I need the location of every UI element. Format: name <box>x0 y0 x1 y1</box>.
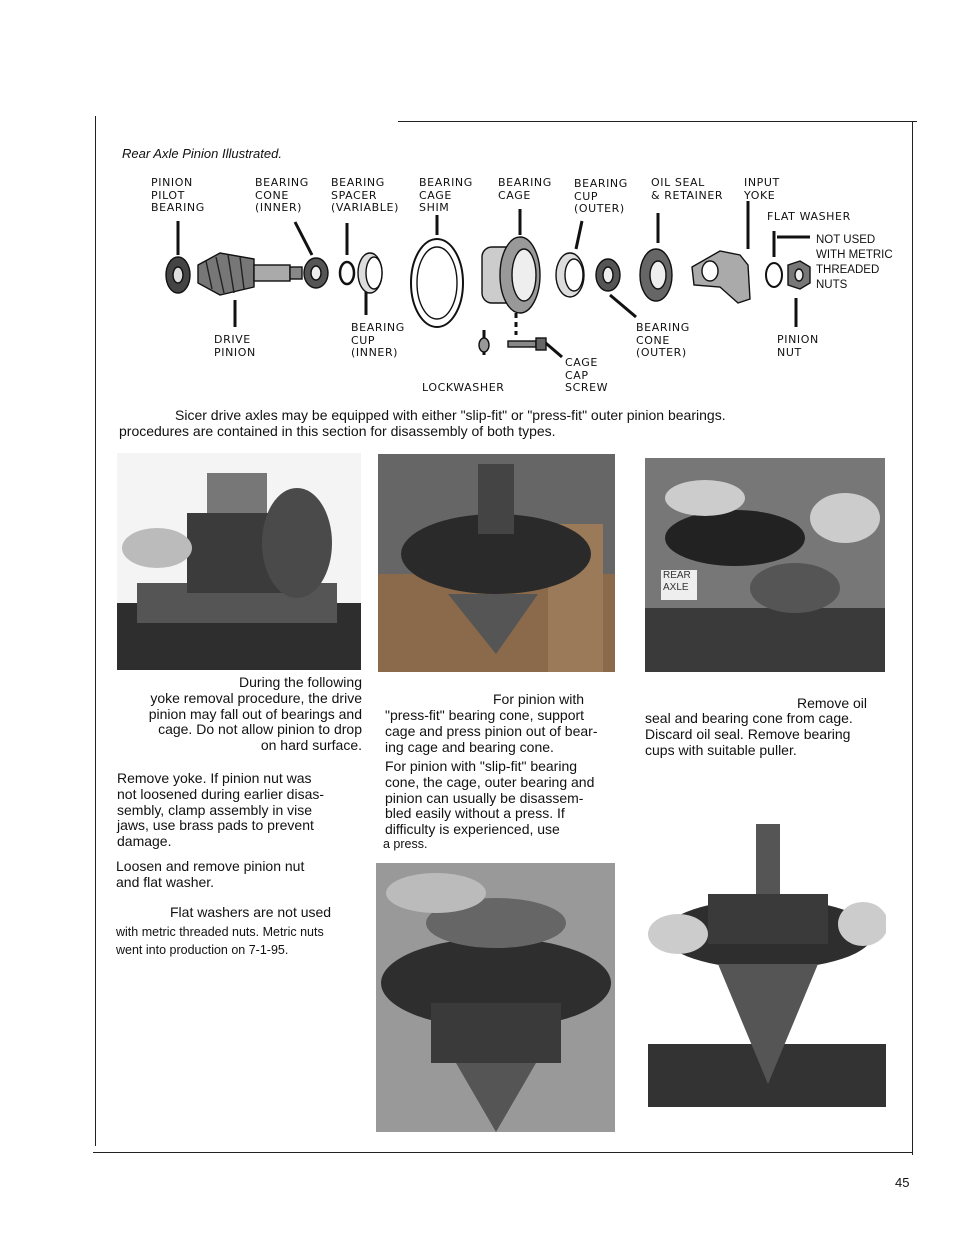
label-bearing-cup-outer: BEARING CUP (OUTER) <box>574 177 628 215</box>
intro-line-1: Sicer drive axles may be equipped with either "slip-fit" or "press-fit" outer pinion bearings. <box>175 407 726 423</box>
photo-cage-removal <box>648 804 886 1107</box>
label-bearing-cage-shim: BEARING CAGE SHIM <box>419 176 473 214</box>
label-bearing-spacer: BEARING SPACER (VARIABLE) <box>331 176 399 214</box>
label-bearing-cone-outer: BEARING CONE (OUTER) <box>636 321 690 359</box>
label-bearing-cup-inner: BEARING CUP (INNER) <box>351 321 405 359</box>
col2-press-fit-a: For pinion with <box>493 691 585 707</box>
col1-step-remove-yoke: Remove yoke. If pinion nut was not loosened during earlier disas- sembly, clamp assembly in vise jaws, use brass pads to prevent damage. <box>117 770 325 850</box>
photo-slip-fit-cone <box>376 863 615 1132</box>
label-not-used: NOT USED WITH METRIC THREADED NUTS <box>816 234 893 291</box>
page-number: 45 <box>895 1175 910 1190</box>
col1-caution: During the following yoke removal procedure, the drive pinion may fall out of bearings and cage. Do not allow pinion to drop on hard surface. <box>148 674 362 754</box>
label-pinion-pilot-bearing: PINION PILOT BEARING <box>151 176 205 214</box>
photo-press-fit-cage <box>378 454 615 672</box>
label-flat-washer: FLAT WASHER <box>767 210 851 223</box>
label-pinion-nut: PINION NUT <box>777 333 819 359</box>
label-bearing-cage: BEARING CAGE <box>498 176 552 202</box>
intro-line-2: procedures are contained in this section for disassembly of both types. <box>119 423 556 439</box>
label-input-yoke: INPUT YOKE <box>744 176 780 202</box>
bottom-rule <box>93 1152 913 1153</box>
col2-slip-fit-end: a press. <box>383 837 428 851</box>
col1-note-a: Flat washers are not used <box>170 904 332 920</box>
left-rule <box>95 116 96 1146</box>
col3-step-b: seal and bearing cone from cage. Discard oil seal. Remove bearing cups with suitable puller. <box>645 710 853 758</box>
label-cage-cap-screw: CAGE CAP SCREW <box>565 356 609 394</box>
label-oil-seal-retainer: OIL SEAL & RETAINER <box>651 176 724 202</box>
photo-inset-label: REAR AXLE <box>663 570 691 593</box>
photo-yoke-removal <box>117 453 361 670</box>
col2-slip-fit: For pinion with "slip-fit" bearing cone, the cage, outer bearing and pinion can usually be disassem- bled easily without a press. If difficulty is experienced, use <box>385 758 595 838</box>
col2-press-fit-b: "press-fit" bearing cone, support cage and press pinion out of bear- ing cage and bearing cone. <box>385 707 598 755</box>
label-bearing-cone-inner: BEARING CONE (INNER) <box>255 176 309 214</box>
right-rule <box>912 121 913 1155</box>
top-rule <box>398 121 917 122</box>
photo-remove-oil-seal <box>645 458 885 672</box>
label-lockwasher: LOCKWASHER <box>422 381 505 394</box>
col1-note-b: with metric threaded nuts. Metric nuts went into production on 7-1-95. <box>116 925 324 957</box>
col1-step-loosen-nut: Loosen and remove pinion nut and flat washer. <box>116 858 305 890</box>
col3-step-a: Remove oil <box>797 695 868 711</box>
diagram-title: Rear Axle Pinion Illustrated. <box>122 146 282 161</box>
label-drive-pinion: DRIVE PINION <box>214 333 256 359</box>
